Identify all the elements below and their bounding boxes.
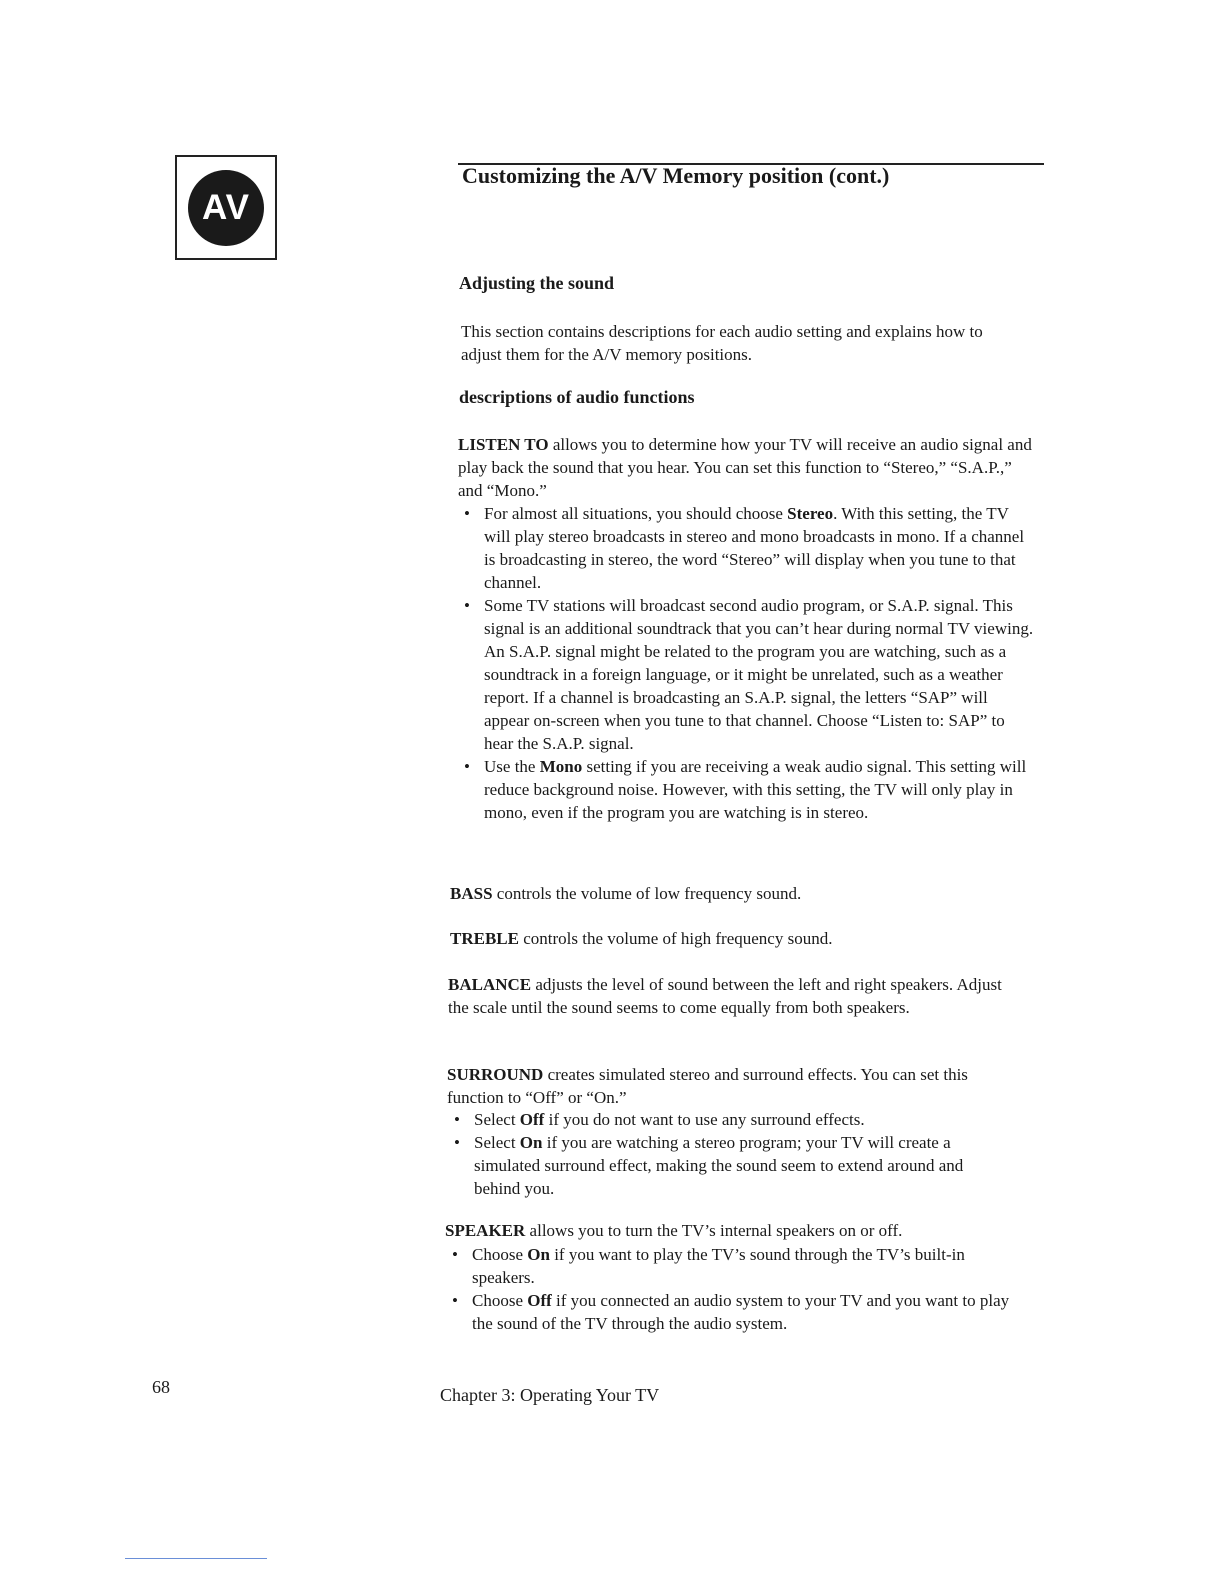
bottom-divider	[125, 1558, 267, 1559]
speaker-options	[446, 1243, 1021, 1335]
listen-to-bullet-sap: • Some TV stations will broadcast second audio program, or S.A.P. signal. This signal is an additional soundtrack that you can’t hear during normal TV viewing. An S.A.P. signal might be related to the program you are watching, such as a soundtrack in a foreign language, or it might be unrelated, such as a weather report. If a channel is broadcasting an S.A.P. signal, the letters “SAP” will appear on-screen when you tune to that channel. Choose “Listen to: SAP” to hear the S.A.P. signal.	[458, 594, 1036, 755]
listen-to-term: LISTEN TO	[458, 435, 549, 454]
listen-to-bullet-mono: • Use the Mono setting if you are receiving a weak audio signal. This setting will reduce background noise. However, with this setting, the TV will only play in mono, even if the program you are watching is in stereo.	[458, 755, 1036, 824]
listen-to-desc: allows you to determine how your TV will receive an audio signal and play back the sound that you hear. You can set this function to “Stereo,” “S.A.P.,” and “Mono.”	[458, 435, 1032, 500]
listen-to-bullet-stereo: • For almost all situations, you should choose Stereo. With this setting, the TV will play stereo broadcasts in stereo and mono broadcasts in mono. If a channel is broadcasting in stereo, the word “Stereo” will display when you tune to that channel.	[458, 502, 1036, 594]
av-logo: AV	[188, 170, 264, 246]
section-heading: Adjusting the sound	[459, 273, 615, 293]
treble-desc: controls the volume of high frequency sound.	[518, 929, 833, 948]
chapter-footer: Chapter 3: Operating Your TV	[440, 1385, 660, 1405]
av-logo-box	[175, 155, 277, 260]
speaker-term: SPEAKER	[445, 1221, 526, 1240]
subheading: descriptions of audio functions	[459, 387, 695, 407]
balance-paragraph	[448, 973, 1013, 1019]
bass-term: BASS	[450, 884, 493, 903]
speaker-bullet-off: • Choose Off if you connected an audio system to your TV and you want to play the sound of the TV through the audio system.	[446, 1289, 1021, 1335]
balance-term: BALANCE	[448, 975, 532, 994]
speaker-desc: allows you to turn the TV’s internal speakers on or off.	[525, 1221, 903, 1240]
surround-term: SURROUND	[447, 1065, 544, 1084]
surround-options	[448, 1108, 1013, 1200]
listen-to-options	[458, 502, 1036, 824]
surround-paragraph	[447, 1063, 1022, 1109]
balance-desc: adjusts the level of sound between the left and right speakers. Adjust the scale until the sound seems to come equally from both speakers.	[448, 975, 1002, 1017]
treble-term: TREBLE	[450, 929, 519, 948]
page-title: Customizing the A/V Memory position (cont.)	[462, 163, 890, 188]
surround-bullet-on: • Select On if you are watching a stereo program; your TV will create a simulated surround effect, making the sound seem to extend around and behind you.	[448, 1131, 1013, 1200]
speaker-bullet-on: • Choose On if you want to play the TV’s sound through the TV’s built-in speakers.	[446, 1243, 1021, 1289]
bass-desc: controls the volume of low frequency sound.	[492, 884, 802, 903]
surround-bullet-off: • Select Off if you do not want to use any surround effects.	[448, 1108, 1013, 1131]
page-number: 68	[152, 1377, 170, 1397]
surround-desc: creates simulated stereo and surround effects. You can set this function to “Off” or “On.”	[447, 1065, 968, 1107]
treble-paragraph	[450, 927, 1030, 950]
listen-to-paragraph	[458, 433, 1033, 502]
speaker-paragraph	[445, 1219, 1030, 1242]
section-intro: This section contains descriptions for each audio setting and explains how to adjust them for the A/V memory positions.	[461, 322, 983, 364]
bass-paragraph	[450, 882, 1030, 905]
